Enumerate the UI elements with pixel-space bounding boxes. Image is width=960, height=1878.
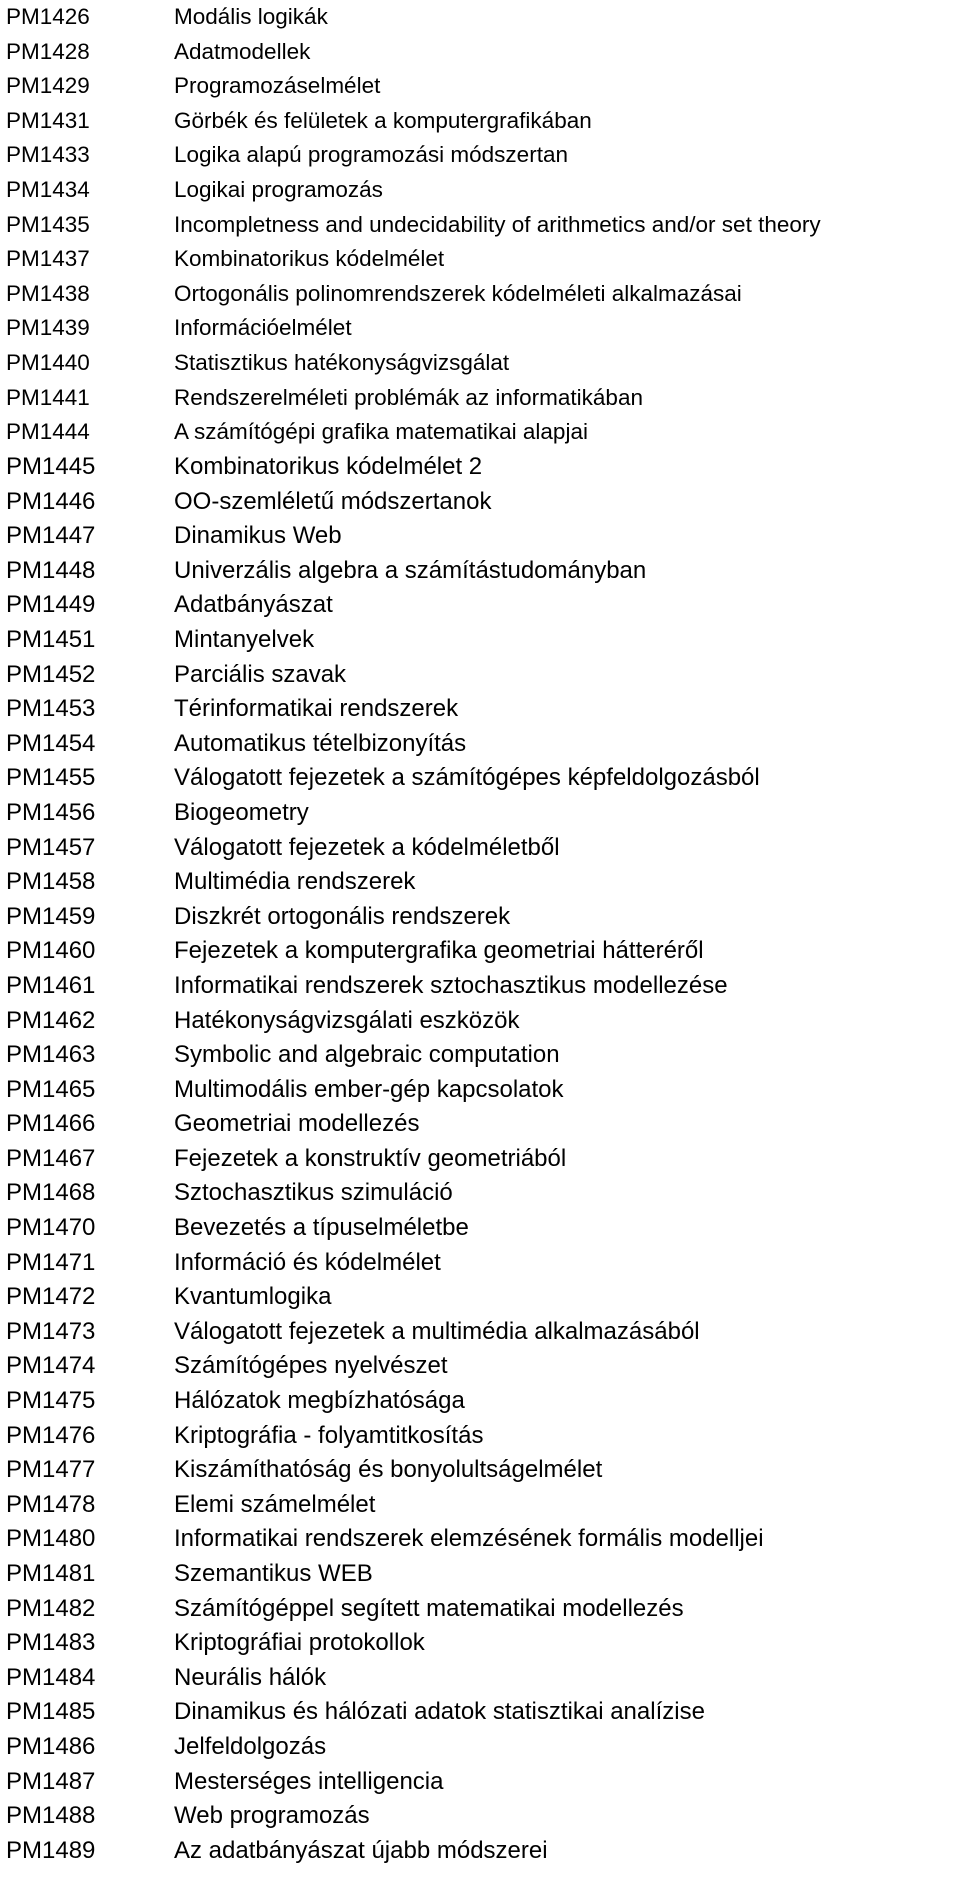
course-title: Automatikus tételbizonyítás xyxy=(174,729,467,757)
course-row xyxy=(6,1211,956,1246)
course-code: PM1447 xyxy=(6,522,96,550)
course-title: Kriptográfiai protokollok xyxy=(174,1629,425,1657)
course-row xyxy=(6,830,956,865)
course-title: Információelmélet xyxy=(174,315,352,341)
course-code: PM1470 xyxy=(6,1214,96,1242)
course-title: Mintanyelvek xyxy=(174,625,315,653)
course-row xyxy=(6,934,956,969)
course-code: PM1428 xyxy=(6,38,90,64)
course-title: OO-szemléletű módszertanok xyxy=(174,487,492,515)
course-title: Programozáselmélet xyxy=(174,73,381,99)
course-row xyxy=(6,381,956,416)
course-code: PM1477 xyxy=(6,1456,96,1484)
course-code: PM1431 xyxy=(6,107,90,133)
course-title: Kiszámíthatóság és bonyolultságelmélet xyxy=(174,1456,603,1484)
course-code: PM1449 xyxy=(6,591,96,619)
course-row xyxy=(6,692,956,727)
course-row xyxy=(6,1142,956,1177)
course-title: Univerzális algebra a számítástudományban xyxy=(174,556,647,584)
course-code: PM1429 xyxy=(6,73,90,99)
course-title: Neurális hálók xyxy=(174,1663,327,1691)
course-title: Symbolic and algebraic computation xyxy=(174,1041,560,1069)
course-code: PM1475 xyxy=(6,1387,96,1415)
course-row xyxy=(6,346,956,381)
course-code: PM1454 xyxy=(6,729,96,757)
course-code: PM1438 xyxy=(6,280,90,306)
course-title: Számítógépes nyelvészet xyxy=(174,1352,448,1380)
course-code: PM1463 xyxy=(6,1041,96,1069)
course-title: Mesterséges intelligencia xyxy=(174,1767,444,1795)
course-row xyxy=(6,277,956,312)
course-title: Diszkrét ortogonális rendszerek xyxy=(174,902,511,930)
course-code: PM1472 xyxy=(6,1283,96,1311)
course-code: PM1461 xyxy=(6,971,96,999)
course-code: PM1435 xyxy=(6,211,90,237)
course-code: PM1445 xyxy=(6,453,96,481)
course-title: Adatmodellek xyxy=(174,38,311,64)
course-code: PM1487 xyxy=(6,1767,96,1795)
course-row xyxy=(6,519,956,554)
course-title: Rendszerelméleti problémák az informatikában xyxy=(174,384,643,410)
course-row xyxy=(6,1315,956,1350)
course-row xyxy=(6,1245,956,1280)
course-title: Dinamikus Web xyxy=(174,522,342,550)
course-row xyxy=(6,311,956,346)
course-title: Jelfeldolgozás xyxy=(174,1732,327,1760)
course-row xyxy=(6,1176,956,1211)
course-code: PM1441 xyxy=(6,384,90,410)
course-row xyxy=(6,450,956,485)
course-title: Kriptográfia - folyamtitkosítás xyxy=(174,1421,484,1449)
course-code: PM1444 xyxy=(6,419,90,445)
course-row xyxy=(6,173,956,208)
course-title: Adatbányászat xyxy=(174,591,333,619)
course-code: PM1486 xyxy=(6,1732,96,1760)
course-row xyxy=(6,969,956,1004)
course-row xyxy=(6,1280,956,1315)
course-row xyxy=(6,726,956,761)
course-row xyxy=(6,1799,956,1834)
course-row xyxy=(6,104,956,139)
course-title: Ortogonális polinomrendszerek kódelméleti alkalmazásai xyxy=(174,280,742,306)
course-title: Sztochasztikus szimuláció xyxy=(174,1179,453,1207)
course-title: Hatékonyságvizsgálati eszközök xyxy=(174,1006,520,1034)
course-row xyxy=(6,0,956,35)
course-code: PM1466 xyxy=(6,1110,96,1138)
course-code: PM1480 xyxy=(6,1525,96,1553)
course-title: Incompletness and undecidability of arithmetics and/or set theory xyxy=(174,211,821,237)
course-row xyxy=(6,1072,956,1107)
course-title: Elemi számelmélet xyxy=(174,1490,376,1518)
course-code: PM1440 xyxy=(6,349,90,375)
course-title: Válogatott fejezetek a kódelméletből xyxy=(174,833,560,861)
course-list xyxy=(6,0,956,1868)
course-title: Logika alapú programozási módszertan xyxy=(174,142,568,168)
course-code: PM1460 xyxy=(6,937,96,965)
course-code: PM1451 xyxy=(6,625,96,653)
course-title: Számítógéppel segített matematikai modellezés xyxy=(174,1594,684,1622)
course-title: Az adatbányászat újabb módszerei xyxy=(174,1836,548,1864)
course-row xyxy=(6,208,956,243)
course-row xyxy=(6,623,956,658)
course-title: Hálózatok megbízhatósága xyxy=(174,1387,465,1415)
course-title: A számítógépi grafika matematikai alapjai xyxy=(174,419,588,445)
course-row xyxy=(6,415,956,450)
course-code: PM1484 xyxy=(6,1663,96,1691)
course-code: PM1433 xyxy=(6,142,90,168)
course-title: Fejezetek a konstruktív geometriából xyxy=(174,1144,567,1172)
course-title: Geometriai modellezés xyxy=(174,1110,420,1138)
course-title: Szemantikus WEB xyxy=(174,1560,373,1588)
course-code: PM1483 xyxy=(6,1629,96,1657)
course-title: Térinformatikai rendszerek xyxy=(174,695,459,723)
course-row xyxy=(6,865,956,900)
course-row xyxy=(6,761,956,796)
course-code: PM1478 xyxy=(6,1490,96,1518)
course-row xyxy=(6,588,956,623)
course-row xyxy=(6,1626,956,1661)
course-code: PM1485 xyxy=(6,1698,96,1726)
course-title: Bevezetés a típuselméletbe xyxy=(174,1214,469,1242)
course-row xyxy=(6,1003,956,1038)
course-title: Biogeometry xyxy=(174,798,309,826)
course-code: PM1457 xyxy=(6,833,96,861)
course-title: Kombinatorikus kódelmélet 2 xyxy=(174,453,483,481)
course-title: Kvantumlogika xyxy=(174,1283,332,1311)
course-row xyxy=(6,484,956,519)
course-title: Multimodális ember-gép kapcsolatok xyxy=(174,1075,564,1103)
course-title: Dinamikus és hálózati adatok statisztikai analízise xyxy=(174,1698,705,1726)
course-code: PM1448 xyxy=(6,556,96,584)
course-code: PM1468 xyxy=(6,1179,96,1207)
course-code: PM1455 xyxy=(6,764,96,792)
course-row xyxy=(6,1522,956,1557)
course-title: Multimédia rendszerek xyxy=(174,868,416,896)
course-row xyxy=(6,1349,956,1384)
course-code: PM1476 xyxy=(6,1421,96,1449)
course-title: Informatikai rendszerek elemzésének formális modelljei xyxy=(174,1525,764,1553)
course-row xyxy=(6,1453,956,1488)
course-title: Információ és kódelmélet xyxy=(174,1248,441,1276)
course-row xyxy=(6,1488,956,1523)
course-title: Informatikai rendszerek sztochasztikus modellezése xyxy=(174,971,728,999)
course-code: PM1446 xyxy=(6,487,96,515)
course-row xyxy=(6,554,956,589)
course-title: Kombinatorikus kódelmélet xyxy=(174,246,445,272)
course-title: Web programozás xyxy=(174,1802,370,1830)
course-row xyxy=(6,1833,956,1868)
course-row xyxy=(6,1418,956,1453)
course-row xyxy=(6,657,956,692)
course-row xyxy=(6,899,956,934)
course-title: Fejezetek a komputergrafika geometriai hátteréről xyxy=(174,937,704,965)
course-title: Válogatott fejezetek a számítógépes képfeldolgozásból xyxy=(174,764,760,792)
course-row xyxy=(6,1384,956,1419)
course-title: Válogatott fejezetek a multimédia alkalmazásából xyxy=(174,1317,700,1345)
course-row xyxy=(6,35,956,70)
course-code: PM1481 xyxy=(6,1560,96,1588)
course-code: PM1434 xyxy=(6,177,90,203)
course-code: PM1465 xyxy=(6,1075,96,1103)
course-code: PM1452 xyxy=(6,660,96,688)
course-row xyxy=(6,1695,956,1730)
course-code: PM1471 xyxy=(6,1248,96,1276)
course-code: PM1458 xyxy=(6,868,96,896)
course-row xyxy=(6,1591,956,1626)
course-title: Statisztikus hatékonyságvizsgálat xyxy=(174,349,510,375)
course-row xyxy=(6,1764,956,1799)
course-code: PM1456 xyxy=(6,798,96,826)
course-row xyxy=(6,1730,956,1765)
course-title: Logikai programozás xyxy=(174,177,383,203)
course-title: Modális logikák xyxy=(174,4,328,30)
course-row xyxy=(6,69,956,104)
course-row xyxy=(6,1107,956,1142)
course-code: PM1453 xyxy=(6,695,96,723)
course-code: PM1489 xyxy=(6,1836,96,1864)
course-code: PM1473 xyxy=(6,1317,96,1345)
course-row xyxy=(6,1557,956,1592)
course-code: PM1467 xyxy=(6,1144,96,1172)
course-row xyxy=(6,1038,956,1073)
course-code: PM1474 xyxy=(6,1352,96,1380)
course-row xyxy=(6,242,956,277)
course-code: PM1439 xyxy=(6,315,90,341)
course-code: PM1426 xyxy=(6,4,90,30)
course-row xyxy=(6,1661,956,1696)
course-title: Parciális szavak xyxy=(174,660,347,688)
course-code: PM1488 xyxy=(6,1802,96,1830)
course-row xyxy=(6,138,956,173)
course-code: PM1459 xyxy=(6,902,96,930)
course-code: PM1462 xyxy=(6,1006,96,1034)
course-row xyxy=(6,796,956,831)
course-title: Görbék és felületek a komputergrafikában xyxy=(174,107,592,133)
course-code: PM1437 xyxy=(6,246,90,272)
course-code: PM1482 xyxy=(6,1594,96,1622)
